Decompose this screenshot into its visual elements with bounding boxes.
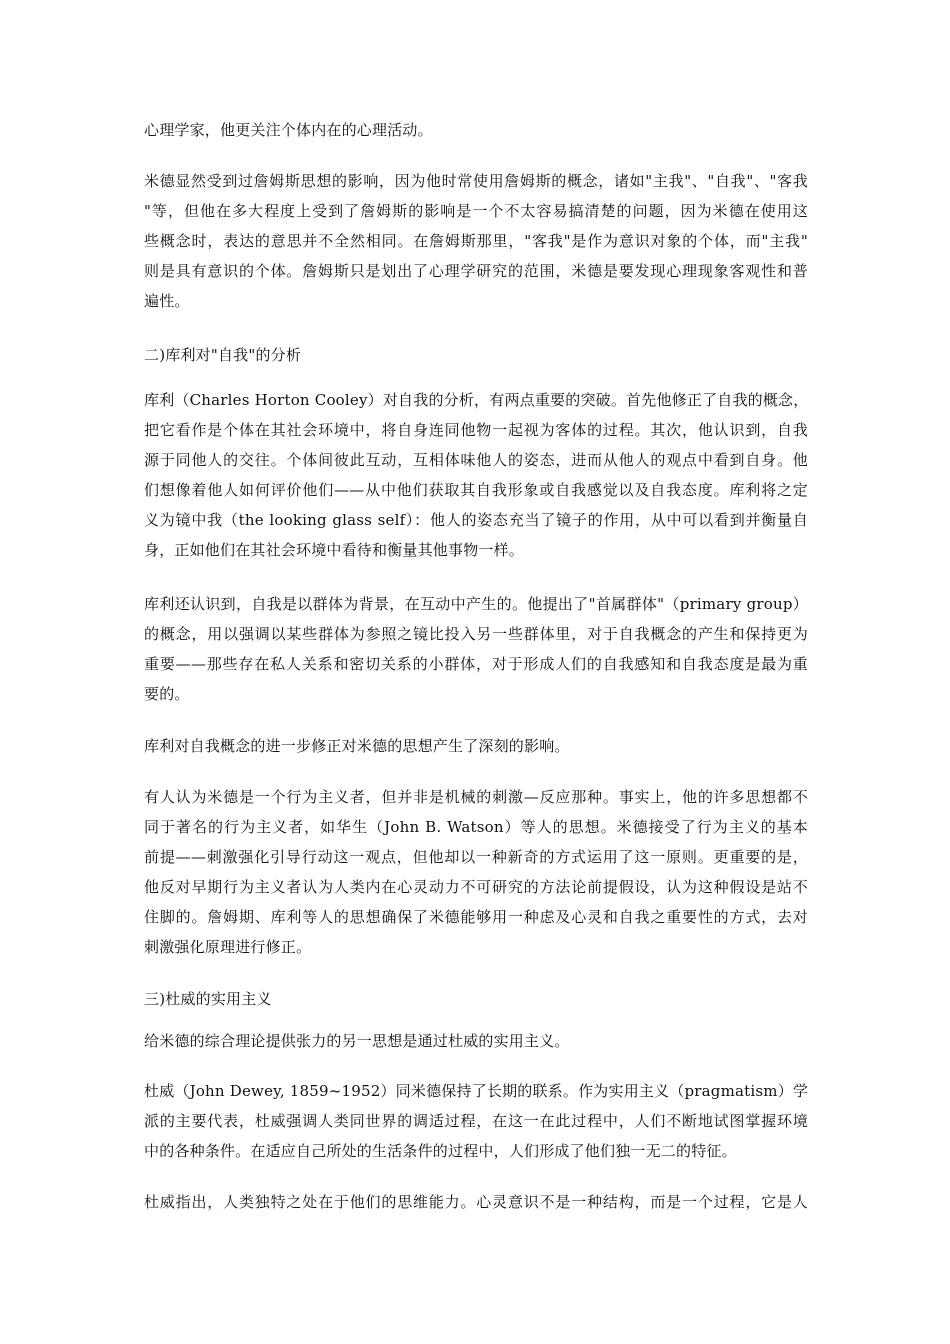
paragraph-cooley-influence <box>144 731 808 761</box>
text-line: "等，但他在多大程度上受到了詹姆斯的影响是一个不太容易搞清楚的问题，因为米德在使用这 <box>144 202 808 220</box>
text-line: 要的。 <box>144 685 190 703</box>
text-line: 前提——刺激强化引导行动这一观点，但他却以一种新奇的方式运用了这一原则。更重要的是， <box>144 848 808 866</box>
paragraph-behaviorism <box>144 782 808 962</box>
heading-text: 三)杜威的实用主义 <box>144 990 272 1008</box>
text-line: 杜威（John Dewey, 1859~1952）同米德保持了长期的联系。作为实用主义（pragmatism）学 <box>144 1082 809 1100</box>
text-line: 们想像着他人如何评价他们——从中他们获取其自我形象或自我感觉以及自我态度。库利将之定 <box>144 481 808 499</box>
text-line: 些概念时，表达的意思并不全然相同。在詹姆斯那里，"客我"是作为意识对象的个体，而"主我" <box>144 232 808 250</box>
text-line: 杜威指出，人类独特之处在于他们的思维能力。心灵意识不是一种结构，而是一个过程，它是人 <box>144 1193 808 1211</box>
text-line: 住脚的。詹姆期、库利等人的思想确保了米德能够用一种虑及心灵和自我之重要性的方式，去对 <box>144 908 808 926</box>
paragraph-dewey-pragmatism <box>144 1076 808 1166</box>
text-line: 库利还认识到，自我是以群体为背景，在互动中产生的。他提出了"首属群体"（primary group） <box>144 595 808 613</box>
paragraph-cooley-self <box>144 385 808 565</box>
text-line: 身，正如他们在其社会环境中看待和衡量其他事物一样。 <box>144 541 525 559</box>
paragraph-continuation <box>144 115 808 145</box>
text-line: 同于著名的行为主义者，如华生（John B. Watson）等人的思想。米德接受了行为主义的基本 <box>144 818 808 836</box>
text-line: 有人认为米德是一个行为主义者，但并非是机械的刺激—反应那种。事实上，他的许多思想都不 <box>144 788 808 806</box>
text-line: 重要——那些存在私人关系和密切关系的小群体，对于形成人们的自我感知和自我态度是最为重 <box>144 655 808 673</box>
text-line: 刺激强化原理进行修正。 <box>144 938 312 956</box>
text-line: 遍性。 <box>144 292 190 310</box>
paragraph-mead-james <box>144 166 808 316</box>
text-line: 派的主要代表，杜威强调人类同世界的调适过程，在这一在此过程中，人们不断地试图掌握环境 <box>144 1112 808 1130</box>
text-line: 米德显然受到过詹姆斯思想的影响，因为他时常使用詹姆斯的概念，诸如"主我"、"自我"、"客我 <box>144 172 808 190</box>
text-line: 他反对早期行为主义者认为人类内在心灵动力不可研究的方法论前提假设，认为这种假设是站不 <box>144 878 808 896</box>
section-heading-dewey <box>144 984 808 1014</box>
text-line: 把它看作是个体在其社会环境中，将自身连同他物一起视为客体的过程。其次，他认识到，自我 <box>144 421 808 439</box>
text-line: 的概念，用以强调以某些群体为参照之镜比投入另一些群体里，对于自我概念的产生和保持更为 <box>144 625 808 643</box>
text-line: 心理学家，他更关注个体内在的心理活动。 <box>144 121 433 139</box>
heading-text: 二)库利对"自我"的分析 <box>144 346 302 364</box>
text-line: 中的各种条件。在适应自己所处的生活条件的过程中，人们形成了他们独一无二的特征。 <box>144 1142 737 1160</box>
text-line: 义为镜中我（the looking glass self）：他人的姿态充当了镜子的作用，从中可以看到并衡量自 <box>144 511 808 529</box>
text-line: 库利（Charles Horton Cooley）对自我的分析，有两点重要的突破。首先他修正了自我的概念， <box>144 391 809 409</box>
paragraph-primary-group <box>144 589 808 709</box>
paragraph-dewey-intro <box>144 1026 808 1056</box>
section-heading-cooley <box>144 340 808 370</box>
text-line: 给米德的综合理论提供张力的另一思想是通过杜威的实用主义。 <box>144 1032 570 1050</box>
paragraph-dewey-thinking <box>144 1187 808 1217</box>
text-line: 库利对自我概念的进一步修正对米德的思想产生了深刻的影响。 <box>144 737 570 755</box>
text-line: 源于同他人的交往。个体间彼此互动，互相体味他人的姿态，进而从他人的观点中看到自身。他 <box>144 451 808 469</box>
text-line: 则是具有意识的个体。詹姆斯只是划出了心理学研究的范围，米德是要发现心理现象客观性和普 <box>144 262 808 280</box>
